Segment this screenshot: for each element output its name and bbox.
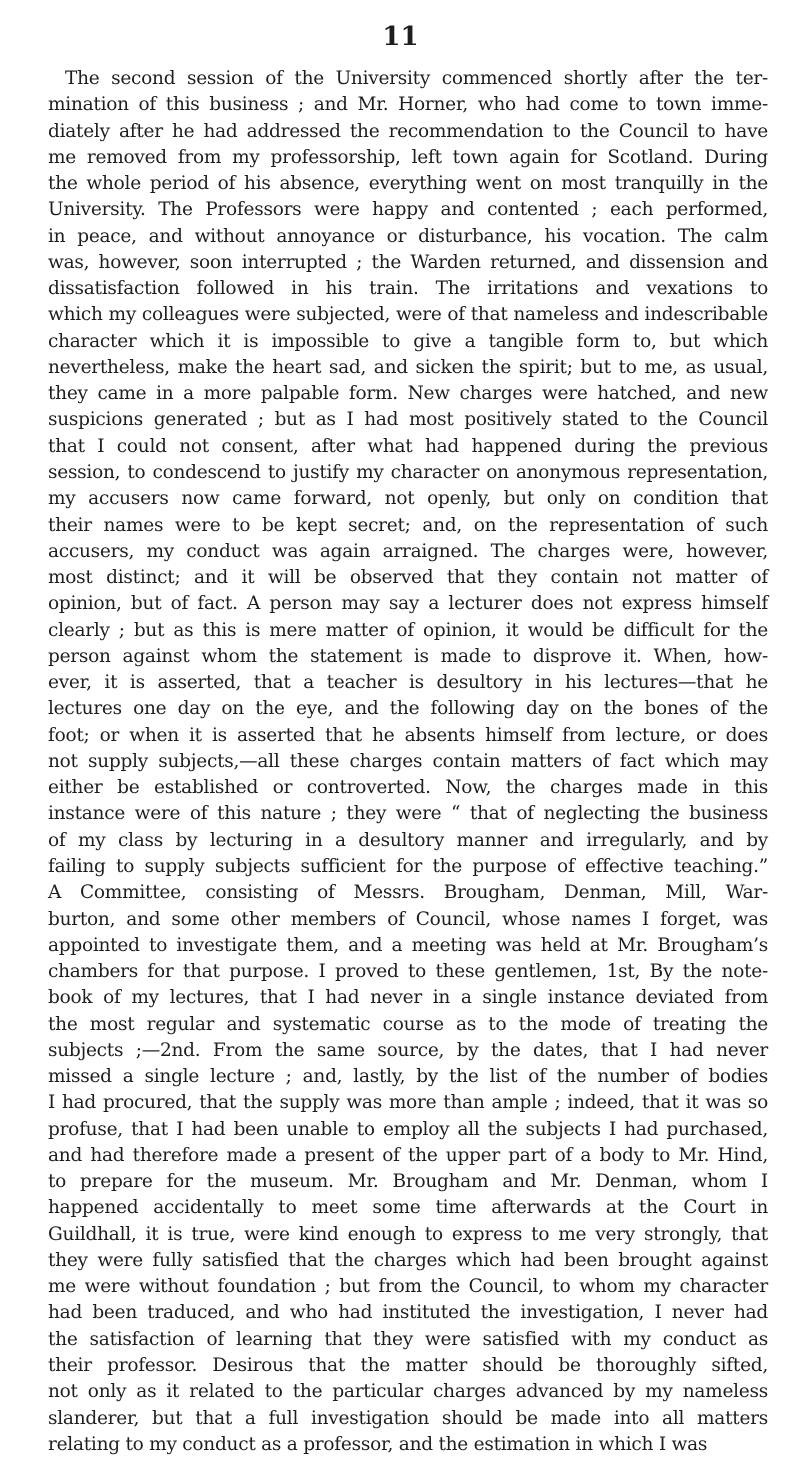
text-line: suspicions generated ; but as I had most positively stated to the Council <box>48 409 768 431</box>
text-line: session, to condescend to justify my character on anonymous representation, <box>48 461 768 483</box>
text-line: I had procured, that the supply was more than ample ; indeed, that it was so <box>48 1092 768 1114</box>
text-line: foot; or when it is asserted that he absents himself from lecture, or does <box>48 724 768 746</box>
text-line: diately after he had addressed the recommendation to the Council to have <box>48 120 768 142</box>
text-line: not only as it related to the particular charges advanced by my nameless <box>48 1381 768 1403</box>
text-line: A Committee, consisting of Messrs. Brougham, Denman, Mill, War- <box>48 882 768 904</box>
text-line: The second session of the University commenced shortly after the ter- <box>65 68 768 89</box>
text-line: relating to my conduct as a professor, and the estimation in which I was <box>48 1433 708 1455</box>
text-line: lectures one day on the eye, and the following day on the bones of the <box>48 698 768 720</box>
text-line: the whole period of his absence, everything went on most tranquilly in the <box>48 173 768 195</box>
text-line: burton, and some other members of Council, whose names I forget, was <box>48 908 768 930</box>
text-line: in peace, and without annoyance or disturbance, his vocation. The calm <box>48 225 768 247</box>
text-line: not supply subjects,—all these charges contain matters of fact which may <box>48 750 768 772</box>
text-line: character which it is impossible to give a tangible form to, but which <box>48 330 768 352</box>
text-line: chambers for that purpose. I proved to these gentlemen, 1st, By the note- <box>48 961 768 983</box>
text-line: slanderer, but that a full investigation should be made into all matters <box>48 1407 768 1429</box>
text-line: appointed to investigate them, and a meeting was held at Mr. Brougham’s <box>48 934 768 956</box>
text-line: either be established or controverted. Now, the charges made in this <box>48 777 768 799</box>
text-line: profuse, that I had been unable to employ all the subjects I had purchased, <box>48 1118 768 1140</box>
text-line: me were without foundation ; but from the Council, to whom my character <box>48 1276 768 1298</box>
page-number: 11 <box>382 22 419 52</box>
text-line: instance were of this nature ; they were “ that of neglecting the business <box>48 803 768 825</box>
body-paragraph <box>48 66 768 1458</box>
text-line: missed a single lecture ; and, lastly, by the list of the number of bodies <box>48 1066 768 1088</box>
text-line: they were fully satisfied that the charges which had been brought against <box>48 1249 768 1271</box>
text-line: their names were to be kept secret; and, on the representation of such <box>48 514 768 536</box>
text-line: of my class by lecturing in a desultory manner and irregularly, and by <box>48 829 768 851</box>
text-line: dissatisfaction followed in his train. The irritations and vexations to <box>48 278 768 300</box>
text-line: me removed from my professorship, left town again for Scotland. During <box>48 146 768 168</box>
text-line: person against whom the statement is made to disprove it. When, how- <box>48 645 768 667</box>
text-line: University. The Professors were happy and contented ; each performed, <box>48 199 768 221</box>
text-line: accusers, my conduct was again arraigned. The charges were, however, <box>48 540 768 562</box>
text-line: to prepare for the museum. Mr. Brougham and Mr. Denman, whom I <box>48 1171 768 1193</box>
text-line: was, however, soon interrupted ; the Warden returned, and dissension and <box>48 251 768 273</box>
text-line: their professor. Desirous that the matter should be thoroughly sifted, <box>48 1355 768 1377</box>
text-line: nevertheless, make the heart sad, and sicken the spirit; but to me, as usual, <box>48 356 768 378</box>
text-line: book of my lectures, that I had never in a single instance deviated from <box>48 987 768 1009</box>
text-line: opinion, but of fact. A person may say a lecturer does not express himself <box>48 593 768 615</box>
text-line: and had therefore made a present of the upper part of a body to Mr. Hind, <box>48 1144 768 1166</box>
text-line: the satisfaction of learning that they were satisfied with my conduct as <box>48 1328 768 1350</box>
text-line: subjects ;—2nd. From the same source, by the dates, that I had never <box>48 1039 768 1061</box>
text-line: they came in a more palpable form. New charges were hatched, and new <box>48 383 768 405</box>
text-line: Guildhall, it is true, were kind enough to express to me very strongly, that <box>48 1223 768 1245</box>
text-line: most distinct; and it will be observed that they contain not matter of <box>48 567 768 589</box>
text-line: mination of this business ; and Mr. Horner, who had come to town imme- <box>48 94 768 116</box>
text-line: the most regular and systematic course as to the mode of treating the <box>48 1013 768 1035</box>
text-line: clearly ; but as this is mere matter of opinion, it would be difficult for the <box>48 619 768 641</box>
text-line: my accusers now came forward, not openly, but only on condition that <box>48 488 768 510</box>
text-line: that I could not consent, after what had happened during the previous <box>48 435 768 457</box>
text-line: ever, it is asserted, that a teacher is desultory in his lectures—that he <box>48 672 768 694</box>
text-line: which my colleagues were subjected, were of that nameless and indescribable <box>48 304 768 326</box>
text-line: had been traduced, and who had instituted the investigation, I never had <box>48 1302 768 1324</box>
text-line: failing to supply subjects sufficient for the purpose of effective teaching.” <box>48 855 768 877</box>
text-line: happened accidentally to meet some time afterwards at the Court in <box>48 1197 768 1219</box>
